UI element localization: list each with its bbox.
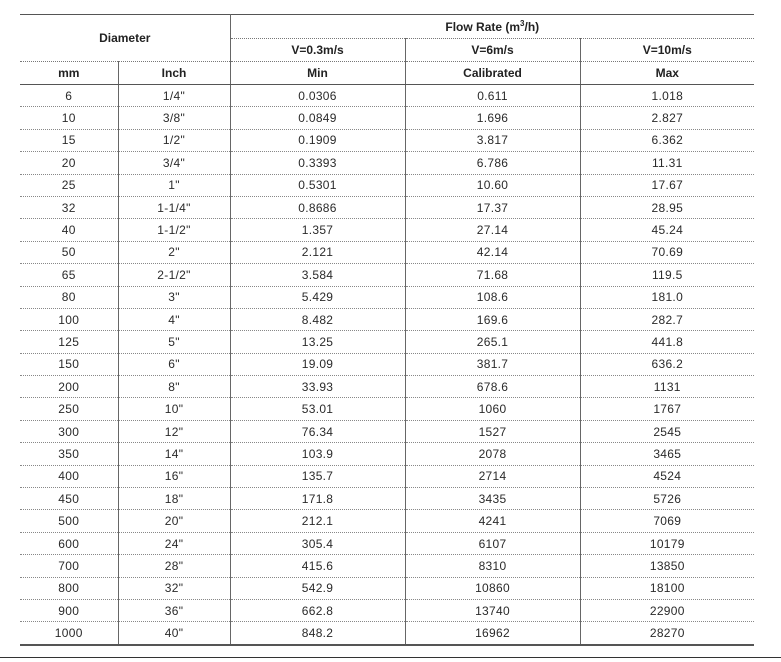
cell-max: 636.2 [580, 353, 754, 375]
cell-mm: 900 [20, 599, 118, 621]
table-row [20, 219, 754, 241]
cell-inch: 16" [118, 465, 230, 487]
flow-rate-unit-suffix: /h) [524, 20, 540, 34]
cell-calibrated: 17.37 [405, 196, 580, 218]
cell-max: 28.95 [580, 196, 754, 218]
table-row [20, 331, 754, 353]
cell-max: 3465 [580, 443, 754, 465]
mm-header: mm [20, 62, 118, 85]
table-header [20, 15, 754, 85]
cell-calibrated: 108.6 [405, 286, 580, 308]
bottom-divider [0, 657, 781, 658]
cell-max: 1767 [580, 398, 754, 420]
cell-calibrated: 42.14 [405, 241, 580, 263]
cell-inch: 1/2" [118, 129, 230, 151]
cell-mm: 80 [20, 286, 118, 308]
cell-mm: 250 [20, 398, 118, 420]
cell-mm: 50 [20, 241, 118, 263]
cell-min: 5.429 [230, 286, 405, 308]
cell-mm: 6 [20, 85, 118, 107]
cell-max: 11.31 [580, 152, 754, 174]
cell-max: 10179 [580, 532, 754, 554]
cell-mm: 400 [20, 465, 118, 487]
cell-min: 53.01 [230, 398, 405, 420]
cell-calibrated: 10860 [405, 577, 580, 599]
cell-max: 28270 [580, 622, 754, 645]
cell-calibrated: 0.611 [405, 85, 580, 107]
cell-max: 441.8 [580, 331, 754, 353]
cell-inch: 28" [118, 555, 230, 577]
cell-calibrated: 2078 [405, 443, 580, 465]
table-row [20, 286, 754, 308]
cell-mm: 150 [20, 353, 118, 375]
cell-max: 282.7 [580, 308, 754, 330]
cell-min: 415.6 [230, 555, 405, 577]
cell-max: 13850 [580, 555, 754, 577]
velocity-header-max: V=10m/s [580, 39, 754, 62]
cell-calibrated: 71.68 [405, 264, 580, 286]
cell-inch: 1" [118, 174, 230, 196]
cell-min: 171.8 [230, 488, 405, 510]
cell-mm: 300 [20, 420, 118, 442]
flow-rate-table [20, 14, 754, 646]
cell-inch: 10" [118, 398, 230, 420]
cell-inch: 2-1/2" [118, 264, 230, 286]
cell-inch: 1-1/2" [118, 219, 230, 241]
cell-inch: 5" [118, 331, 230, 353]
cell-max: 2545 [580, 420, 754, 442]
cell-min: 0.0849 [230, 107, 405, 129]
table-row [20, 420, 754, 442]
cell-max: 7069 [580, 510, 754, 532]
cell-min: 212.1 [230, 510, 405, 532]
cell-max: 22900 [580, 599, 754, 621]
cell-max: 1131 [580, 376, 754, 398]
cell-mm: 10 [20, 107, 118, 129]
cell-inch: 18" [118, 488, 230, 510]
cell-mm: 200 [20, 376, 118, 398]
cell-max: 1.018 [580, 85, 754, 107]
max-header: Max [580, 62, 754, 85]
cell-calibrated: 1060 [405, 398, 580, 420]
table-row [20, 376, 754, 398]
cell-max: 4524 [580, 465, 754, 487]
cell-inch: 12" [118, 420, 230, 442]
cell-min: 3.584 [230, 264, 405, 286]
cell-inch: 6" [118, 353, 230, 375]
cell-mm: 1000 [20, 622, 118, 645]
cell-inch: 8" [118, 376, 230, 398]
table-row [20, 241, 754, 263]
cell-mm: 20 [20, 152, 118, 174]
cell-max: 45.24 [580, 219, 754, 241]
table-row [20, 264, 754, 286]
cell-inch: 1/4" [118, 85, 230, 107]
cell-mm: 40 [20, 219, 118, 241]
cell-mm: 15 [20, 129, 118, 151]
cell-calibrated: 27.14 [405, 219, 580, 241]
cell-min: 662.8 [230, 599, 405, 621]
table-row [20, 353, 754, 375]
cell-inch: 4" [118, 308, 230, 330]
cell-mm: 600 [20, 532, 118, 554]
cell-inch: 3" [118, 286, 230, 308]
cell-mm: 700 [20, 555, 118, 577]
cell-calibrated: 6.786 [405, 152, 580, 174]
table-row [20, 152, 754, 174]
cell-inch: 36" [118, 599, 230, 621]
cell-mm: 25 [20, 174, 118, 196]
cell-max: 6.362 [580, 129, 754, 151]
cell-calibrated: 16962 [405, 622, 580, 645]
cell-inch: 1-1/4" [118, 196, 230, 218]
table-row [20, 465, 754, 487]
cell-min: 76.34 [230, 420, 405, 442]
cell-calibrated: 10.60 [405, 174, 580, 196]
table-row [20, 398, 754, 420]
inch-header: Inch [118, 62, 230, 85]
cell-inch: 2" [118, 241, 230, 263]
cell-inch: 32" [118, 577, 230, 599]
cell-min: 1.357 [230, 219, 405, 241]
cell-calibrated: 678.6 [405, 376, 580, 398]
cell-mm: 500 [20, 510, 118, 532]
cell-mm: 32 [20, 196, 118, 218]
cell-calibrated: 169.6 [405, 308, 580, 330]
cell-max: 119.5 [580, 264, 754, 286]
cell-calibrated: 4241 [405, 510, 580, 532]
cell-calibrated: 381.7 [405, 353, 580, 375]
cell-min: 542.9 [230, 577, 405, 599]
cell-inch: 3/4" [118, 152, 230, 174]
cell-min: 135.7 [230, 465, 405, 487]
table-row [20, 577, 754, 599]
cell-mm: 450 [20, 488, 118, 510]
cell-min: 848.2 [230, 622, 405, 645]
cell-calibrated: 8310 [405, 555, 580, 577]
cell-max: 70.69 [580, 241, 754, 263]
cell-max: 2.827 [580, 107, 754, 129]
diameter-header: Diameter [20, 15, 230, 62]
cell-min: 19.09 [230, 353, 405, 375]
calibrated-header: Calibrated [405, 62, 580, 85]
table-row [20, 107, 754, 129]
table-row [20, 85, 754, 107]
cell-max: 181.0 [580, 286, 754, 308]
cell-mm: 125 [20, 331, 118, 353]
table-row [20, 622, 754, 645]
table-row [20, 555, 754, 577]
cell-min: 33.93 [230, 376, 405, 398]
cell-mm: 100 [20, 308, 118, 330]
cell-min: 0.5301 [230, 174, 405, 196]
table-row [20, 599, 754, 621]
cell-calibrated: 3435 [405, 488, 580, 510]
velocity-header-calibrated: V=6m/s [405, 39, 580, 62]
cell-min: 2.121 [230, 241, 405, 263]
cell-inch: 24" [118, 532, 230, 554]
cell-inch: 14" [118, 443, 230, 465]
cell-min: 0.3393 [230, 152, 405, 174]
table-body [20, 85, 754, 645]
table-row [20, 443, 754, 465]
table-row [20, 196, 754, 218]
table-row [20, 174, 754, 196]
table-row [20, 532, 754, 554]
cell-mm: 800 [20, 577, 118, 599]
flow-rate-label: Flow Rate (m [445, 20, 521, 34]
cell-calibrated: 1527 [405, 420, 580, 442]
min-header: Min [230, 62, 405, 85]
cell-calibrated: 13740 [405, 599, 580, 621]
cell-calibrated: 2714 [405, 465, 580, 487]
flow-rate-header [230, 15, 754, 39]
cell-min: 0.1909 [230, 129, 405, 151]
cell-min: 0.0306 [230, 85, 405, 107]
cell-mm: 65 [20, 264, 118, 286]
cell-max: 5726 [580, 488, 754, 510]
flow-rate-exponent: 3 [520, 19, 525, 28]
table-row [20, 308, 754, 330]
cell-min: 0.8686 [230, 196, 405, 218]
cell-calibrated: 6107 [405, 532, 580, 554]
cell-min: 13.25 [230, 331, 405, 353]
cell-min: 8.482 [230, 308, 405, 330]
cell-calibrated: 3.817 [405, 129, 580, 151]
cell-max: 18100 [580, 577, 754, 599]
velocity-header-min: V=0.3m/s [230, 39, 405, 62]
cell-inch: 20" [118, 510, 230, 532]
cell-calibrated: 265.1 [405, 331, 580, 353]
table-row [20, 129, 754, 151]
cell-mm: 350 [20, 443, 118, 465]
flow-rate-table-container [20, 14, 754, 646]
cell-calibrated: 1.696 [405, 107, 580, 129]
table-row [20, 488, 754, 510]
cell-inch: 40" [118, 622, 230, 645]
cell-max: 17.67 [580, 174, 754, 196]
cell-min: 103.9 [230, 443, 405, 465]
cell-min: 305.4 [230, 532, 405, 554]
cell-inch: 3/8" [118, 107, 230, 129]
table-row [20, 510, 754, 532]
